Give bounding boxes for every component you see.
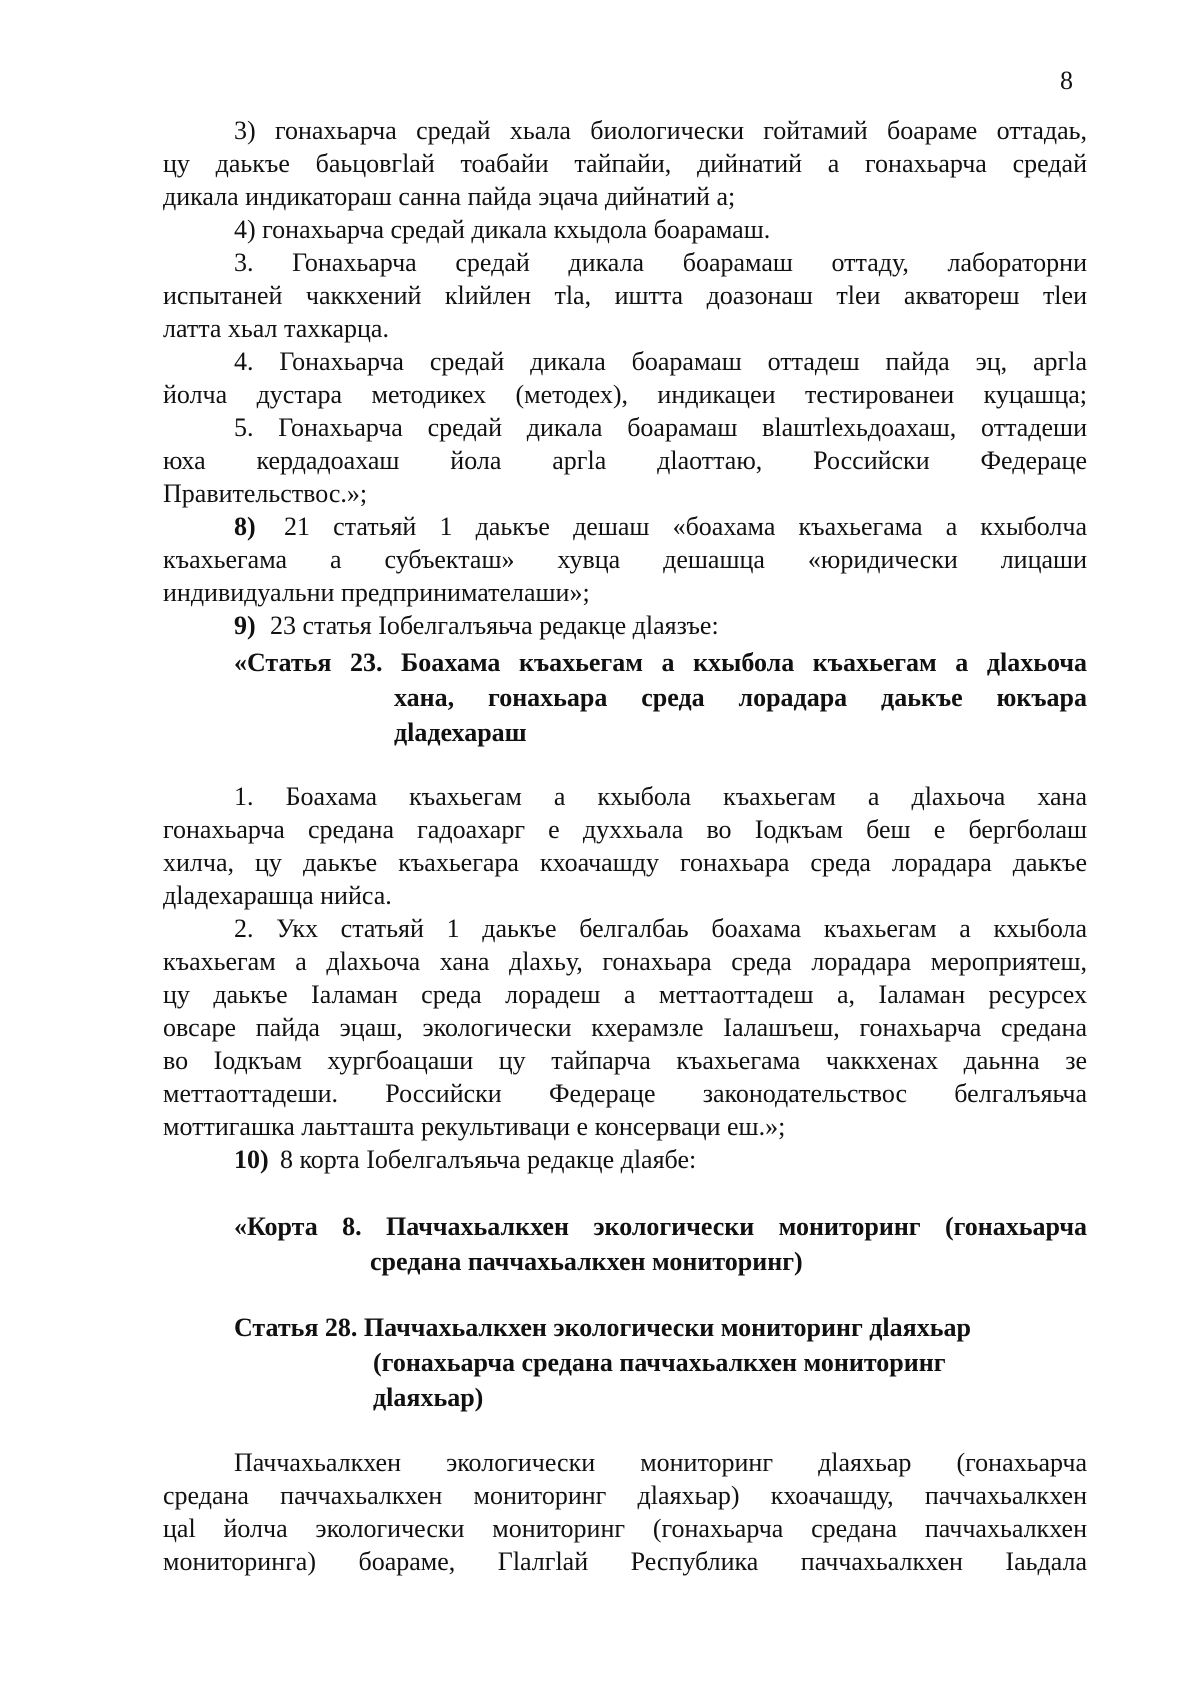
text-line: юха кердадоахаш йола аргla дlаоттаю, Российски Федераце <box>163 446 1087 475</box>
text-line: хилча, цу даькъе къахьегара кхоачашду гонахьара среда лорадара даькъе <box>163 848 1087 877</box>
text-line: цу даькъе баьцовгlай тоабайи тайпайи, дийнатий а гонахьарча средай <box>163 149 1087 178</box>
text-line: 2. Укх статьяй 1 даькъе белгалбаь боахама къахьегам а кхыбола <box>234 914 1087 943</box>
item-number: 9) <box>234 611 256 640</box>
text-line: дlадехарашца нийса. <box>163 881 392 910</box>
text-line: овсаре пайда эцаш, экологически кхерамзле Iалашъеш, гонахьарча средана <box>163 1013 1087 1042</box>
text-line: моттигашка лаьтташта рекультиваци е консерваци еш.»; <box>163 1112 786 1141</box>
text-line: 3) гонахьарча средай хьала биологически гойтамий бoараме оттадаь, <box>234 116 1087 145</box>
text-line: латта хьал тахкарца. <box>163 314 389 343</box>
text-line: цаl йолча экологически мониторинг (гонахьарча средана паччахьалкхен <box>163 1514 1087 1543</box>
chapter-heading: средана паччахьалкхен мониторинг) <box>370 1247 803 1276</box>
text-line: 1. Боахама къахьегам а кхыбола къахьегам а дlахьоча хана <box>234 782 1087 811</box>
text-line: 4) гонахьарча средай дикала кхыдола боарамаш. <box>234 215 771 244</box>
text-line: къахьегам а дlахьоча хана дlахьу, гонахьара среда лорадара мероприятеш, <box>163 947 1087 976</box>
text-line: средана паччахьалкхен мониторинг дlаяхьар) кхоачашду, паччахьалкхен <box>163 1481 1087 1510</box>
text-line: 23 статья Iобелгалъяьча редакце дlаязъе: <box>270 611 719 640</box>
text-line: 8 корта Iобелгалъяьча редакце дlаябе: <box>280 1145 697 1174</box>
article-heading: (гонахьарча средана паччахьалкхен мониторинг <box>373 1348 946 1377</box>
article-heading: хана, гонахьара среда лорадара даькъе юкъара <box>394 683 1087 712</box>
text-line: 3. Гонахьарча средай дикала боарамаш оттаду, лабораторни <box>234 248 1087 277</box>
text-line: йолча дустара методикех (методех), индикацеи тестированеи куцашца; <box>163 380 1087 409</box>
article-heading: дlадехараш <box>394 718 527 747</box>
text-line: индивидуальни предпринимателаши»; <box>163 578 590 607</box>
text-line: Паччахьалкхен экологически мониторинг дlаяхьар (гонахьарча <box>234 1448 1087 1477</box>
item-number: 8) <box>234 512 256 541</box>
text-line: дикала индикатораш санна пайда эцача дийнатий а; <box>163 182 736 211</box>
article-heading: «Статья 23. Боахама къахьегам а кхыбола къахьегам а дlахьоча <box>234 648 1087 677</box>
text-line: гонахьарча средана гадоахарг е духхьала во Iодкъам беш е бергболаш <box>163 815 1087 844</box>
item-number: 10) <box>234 1145 269 1174</box>
text-line: 4. Гонахьарча средай дикала боарамаш оттадеш пайда эц, аргla <box>234 347 1087 376</box>
text-line: 5. Гонахьарча средай дикала боарамаш вlаштlехьдоахаш, оттадеши <box>234 413 1087 442</box>
text-line: 21 статьяй 1 даькъе дешаш «боахама къахьегама а кхыболча <box>284 512 1087 541</box>
article-heading: дlаяхьар) <box>373 1383 484 1412</box>
text-line: меттаоттадеши. Российски Федераце законодательствос белгалъяьча <box>163 1079 1087 1108</box>
text-line: Правительствос.»; <box>163 479 368 508</box>
text-line: цу даькъе Iаламан среда лорадеш а меттаоттадеш а, Iаламан ресурсех <box>163 980 1087 1009</box>
page-number: 8 <box>1060 66 1073 95</box>
text-line: во Iодкъам хургбоацаши цу тайпарча къахьегама чаккхенах даьнна зе <box>163 1046 1087 1075</box>
chapter-heading: «Корта 8. Паччахьалкхен экологически мониторинг (гонахьарча <box>234 1212 1087 1241</box>
article-heading: Статья 28. Паччахьалкхен экологически мониторинг дlаяхьар <box>234 1313 971 1342</box>
text-line: къахьегама а субъекташ» хувца дешашца «юридически лицаши <box>163 545 1087 574</box>
text-line: мониторинга) боараме, Гlалгlай Республика паччахьалкхен Iаьдала <box>163 1547 1087 1576</box>
text-line: испытаней чаккхений кlийлен тlа, иштта доазонаш тlеи акваторeш тlеи <box>163 281 1087 310</box>
